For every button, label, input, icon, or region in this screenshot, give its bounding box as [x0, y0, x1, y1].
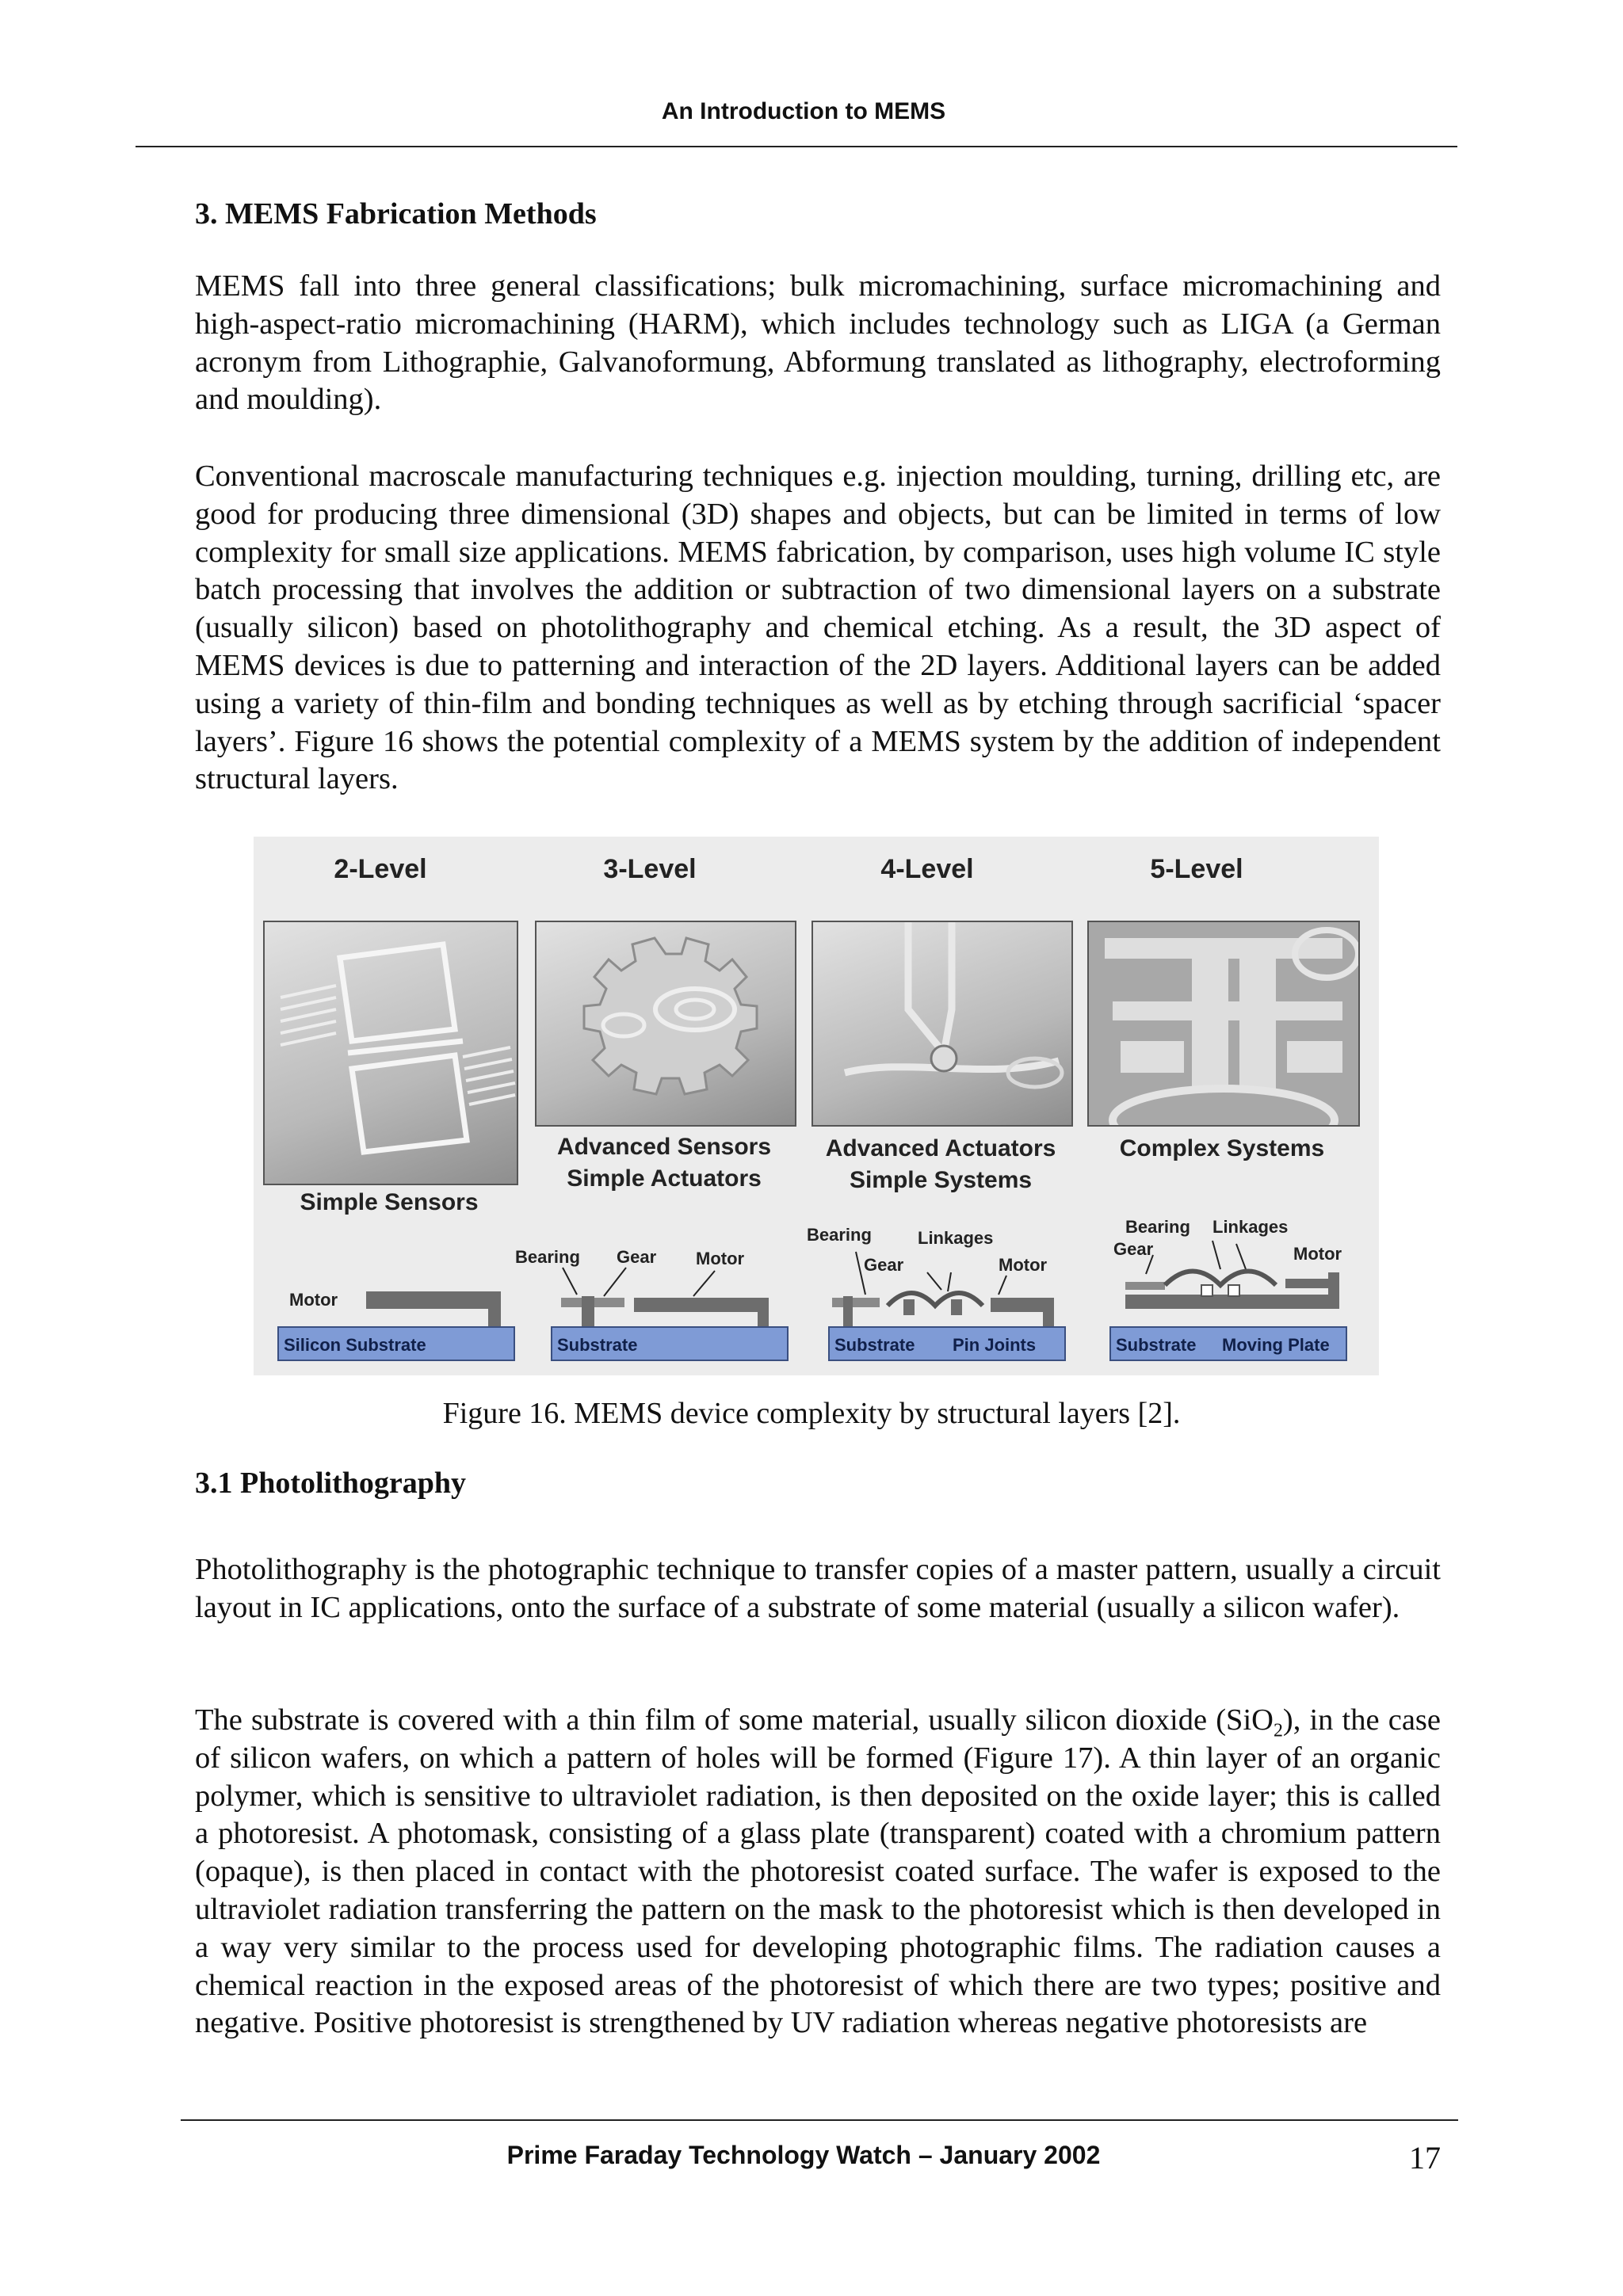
level-title-3: 3-Level	[603, 854, 697, 884]
page-number: 17	[1409, 2140, 1441, 2176]
photo-3-level	[535, 921, 796, 1127]
caption-simple-actuators: Simple Actuators	[567, 1165, 762, 1192]
subsection-paragraph-2	[195, 1702, 1441, 2042]
label-linkages-3: Linkages	[918, 1228, 994, 1248]
label-bearing-4: Bearing	[1125, 1217, 1190, 1237]
substrate-2: Substrate	[551, 1326, 789, 1361]
schematic-3-lines	[808, 1249, 1070, 1328]
figure-16	[254, 837, 1379, 1375]
label-motor-1: Motor	[289, 1290, 338, 1310]
section-heading: 3. MEMS Fabrication Methods	[195, 197, 597, 231]
caption-advanced-sensors: Advanced Sensors	[556, 1134, 772, 1160]
level-title-5: 5-Level	[1150, 854, 1243, 884]
label-motor-3: Motor	[999, 1255, 1048, 1275]
photo-4-level	[812, 921, 1073, 1127]
subsection-paragraph-1: Photolithography is the photographic technique to transfer copies of a master pattern, usually a circuit layout in IC applications, onto the surface of a substrate of some material (usually a silicon wafer).	[195, 1553, 1441, 1624]
paragraph-2-part-1: The substrate is covered with a thin film of some material, usually silicon dioxide (SiO	[195, 1703, 1274, 1737]
label-gear-4: Gear	[1113, 1239, 1154, 1259]
label-linkages-4: Linkages	[1212, 1217, 1289, 1237]
substrate-3-label: Substrate	[834, 1335, 915, 1355]
level-title-4: 4-Level	[880, 854, 974, 884]
header-rule	[136, 146, 1457, 147]
label-motor-2: Motor	[696, 1249, 745, 1268]
label-bearing-3: Bearing	[807, 1225, 872, 1245]
section-paragraph-2: Conventional macroscale manufacturing techniques e.g. injection moulding, turning, drilling etc, are good for producing three dimensional (3D) shapes and objects, but can be limited in terms of low complexity for small size applications. MEMS fabrication, by comparison, uses high volume IC style batch processing that involves the addition or subtraction of two dimensional layers on a substrate (usually silicon) based on photolithography and chemical etching. As a result, the 3D aspect of MEMS devices is due to patterning and interaction of the 2D layers. Additional layers can be added using a variety of thin-film and bonding techniques as well as by etching through sacrificial ‘spacer layers’. Figure 16 shows the potential complexity of a MEMS system by the addition of independent structural layers.	[195, 460, 1441, 796]
caption-simple-systems: Simple Systems	[849, 1167, 1033, 1193]
footer-text: Prime Faraday Technology Watch – January 2002	[506, 2141, 1101, 2169]
label-motor-4: Motor	[1293, 1244, 1342, 1264]
motor-bar-1	[366, 1291, 501, 1309]
schematic-2-lines	[515, 1264, 785, 1328]
motor-post-1	[488, 1291, 501, 1326]
photo-2-level	[263, 921, 518, 1185]
level-title-2: 2-Level	[334, 854, 427, 884]
section-paragraph-1: MEMS fall into three general classifications; bulk micromachining, surface micromachining and high-aspect-ratio micromachining (HARM), which includes technology such as LIGA (a German acronym from Lithographie, Galvanoformung, Abformung translated as lithography, electroforming and moulding).	[195, 269, 1441, 417]
page-header: An Introduction to MEMS	[661, 98, 946, 124]
substrate-3	[828, 1326, 1066, 1361]
caption-simple-sensors: Simple Sensors	[300, 1189, 479, 1215]
label-gear-2: Gear	[617, 1247, 657, 1267]
substrate-1: Silicon Substrate	[277, 1326, 515, 1361]
subsection-heading: 3.1 Photolithography	[195, 1466, 467, 1500]
schematic-4-lines	[1109, 1238, 1363, 1326]
label-gear-3: Gear	[864, 1255, 904, 1275]
footer-rule	[181, 2119, 1458, 2121]
label-bearing-2: Bearing	[515, 1247, 580, 1267]
substrate-4-label: Substrate	[1116, 1335, 1197, 1355]
caption-complex-systems: Complex Systems	[1119, 1135, 1325, 1161]
moving-plate-label: Moving Plate	[1222, 1335, 1330, 1355]
paragraph-2-part-2: ), in the case of silicon wafers, on which a pattern of holes will be formed (Figure 17). A thin layer of an organic polymer, which is sensitive to ultraviolet radiation, is then deposited on the oxide layer; this is called a photoresist. A photomask, consisting of a glass plate (transparent) coated with a chromium pattern (opaque), is then placed in contact with the photoresist coated surface. The wafer is exposed to the ultraviolet radiation transferring the pattern on the mask to the photoresist which is then developed in a way very similar to the process used for developing photographic films. The radiation causes a chemical reaction in the exposed areas of the photoresist of which there are two types; positive and negative. Positive photoresist is strengthened by UV radiation whereas negative photoresists are	[195, 1703, 1441, 2040]
subscript-2: 2	[1273, 1720, 1283, 1741]
pin-joints-label: Pin Joints	[953, 1335, 1037, 1355]
substrate-4	[1109, 1326, 1347, 1361]
photo-5-level	[1087, 921, 1360, 1127]
figure-caption: Figure 16. MEMS device complexity by structural layers [2].	[442, 1397, 1181, 1430]
caption-advanced-actuators: Advanced Actuators	[825, 1135, 1056, 1161]
